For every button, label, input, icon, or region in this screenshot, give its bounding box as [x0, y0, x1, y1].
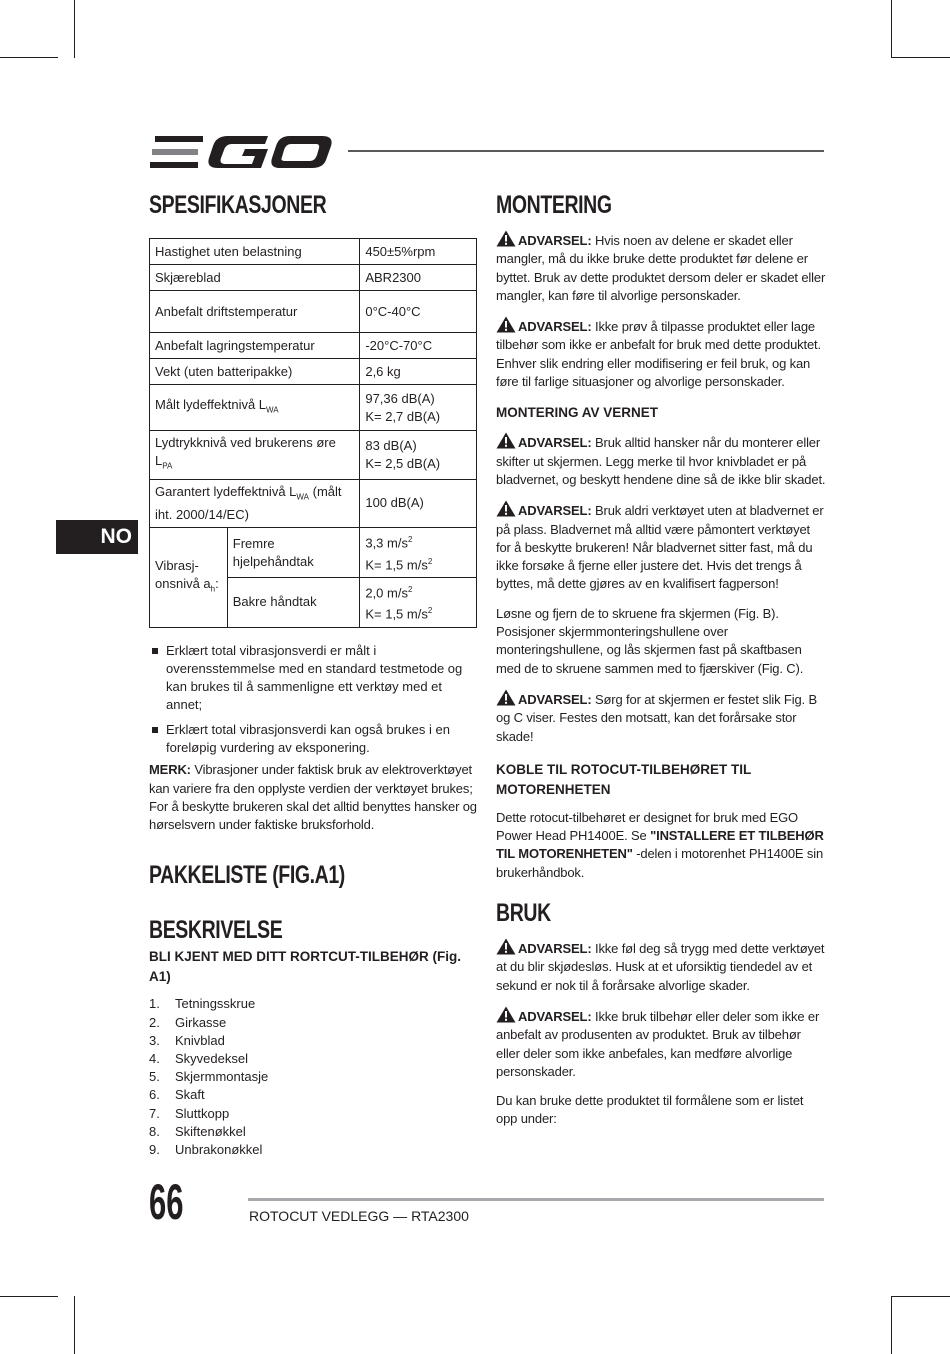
superscript: 2: [427, 556, 433, 566]
table-row: [150, 385, 477, 431]
paragraph: Du kan bruke dette produktet til formålene som er listet opp under:: [496, 1093, 804, 1127]
table-row: [150, 291, 477, 333]
warning-text: Bruk aldri verktøyet uten at bladvernet er på plass. Bladvernet må alltid være påmontert verktøyet for å beskytte brukeren! Når bladvernet sitter fast, må du ikke forsøke å fjerne eller justere det. Hvis det trengs å byttes, må dette gjøres av en kvalifisert fagperson!: [496, 503, 824, 592]
spec-value: ABR2300: [360, 265, 477, 291]
warning-paragraph: [496, 938, 826, 995]
warning-paragraph: [496, 1006, 826, 1081]
warning-paragraph: [496, 432, 826, 489]
crop-mark: [0, 1296, 58, 1297]
parts-list: [149, 995, 477, 1159]
paragraph-bold: "INSTALLERE ET TILBEHØR TIL MOTORENHETEN": [496, 828, 824, 862]
list-item: [149, 1086, 477, 1104]
spec-label: [150, 385, 360, 431]
value-line: 97,36 dB(A): [365, 390, 435, 406]
vibration-label: [150, 528, 228, 627]
warning-label: ADVARSEL:: [518, 691, 592, 707]
warning-icon: [496, 316, 516, 333]
item-name: Knivblad: [175, 1032, 225, 1048]
warning-text: Sørg for at skjermen er festet slik Fig. B og C viser. Festes den motsatt, kan det forårsake stor skade!: [496, 691, 817, 744]
superscript: 2: [427, 606, 433, 616]
table-row: [150, 239, 477, 265]
list-item: [149, 1068, 477, 1086]
item-name: Girkasse: [175, 1014, 227, 1030]
warning-label: ADVARSEL:: [518, 319, 592, 335]
list-item: Erklært total vibrasjonsverdi kan også brukes i en foreløpig vurdering av eksponering.: [149, 721, 477, 758]
value-line: K= 2,7 dB(A): [365, 408, 441, 424]
spec-label: Skjæreblad: [150, 265, 360, 291]
crop-mark: [74, 0, 75, 58]
spec-value: 0°C-40°C: [360, 291, 477, 333]
list-item: [149, 1123, 477, 1141]
item-number: 1.: [149, 996, 160, 1012]
paragraph-text: Dette rotocut-tilbehøret er designet for bruk med EGO Power Head PH1400E. Se: [496, 809, 799, 844]
crop-mark: [0, 57, 58, 58]
warning-label: ADVARSEL:: [518, 503, 592, 519]
warning-text: Ikke prøv å tilpasse produktet eller lage tilbehør som ikke er anbefalt for bruk med dette produktet. Enhver slik endring eller modifisering er feil bruk, og kan føre til farlige situasjoner og alvorlige personskader.: [496, 319, 821, 390]
connect-subtitle: KOBLE TIL ROTOCUT-TILBEHØRET TIL MOTORENHETEN: [496, 761, 751, 797]
table-row: [150, 333, 477, 359]
warning-paragraph: [496, 689, 826, 746]
item-name: Skaft: [175, 1087, 205, 1103]
value-line: K= 2,5 dB(A): [365, 455, 441, 471]
left-column: [149, 188, 477, 1159]
spec-value: 100 dB(A): [360, 479, 477, 528]
warning-label: ADVARSEL:: [518, 941, 592, 957]
label-text: (målt iht. 2000/14/EC): [155, 483, 342, 523]
label-text: Vibrasj-onsnivå a: [155, 557, 211, 591]
list-item: [149, 995, 477, 1013]
table-row: [150, 431, 477, 480]
item-name: Unbrakonøkkel: [175, 1142, 263, 1158]
crop-mark: [891, 0, 892, 58]
use-title: BRUK: [496, 899, 551, 928]
vibration-rear-label: Bakre håndtak: [227, 577, 360, 627]
label-text: Målt lydeffektnivå L: [155, 396, 267, 412]
language-tab: NO: [56, 520, 138, 554]
warning-label: ADVARSEL:: [518, 435, 592, 451]
warning-icon: [496, 1006, 516, 1023]
warning-icon: [496, 230, 516, 247]
warning-text: Hvis noen av delene er skadet eller mangler, må du ikke bruke dette produktet før delene er byttet. Bruk av dette produktet dersom deler er skadet eller mangler, kan føre til alvorlige personskader.: [496, 233, 826, 303]
warning-icon: [496, 500, 516, 517]
table-row: [150, 528, 477, 578]
crop-mark: [891, 1296, 892, 1354]
warning-paragraph: [496, 230, 826, 305]
list-item: [149, 1014, 477, 1032]
subscript: h: [210, 584, 216, 594]
list-item: [149, 1141, 477, 1159]
merk-label: MERK:: [149, 762, 191, 778]
spec-value: [360, 577, 477, 627]
spec-value: [360, 431, 477, 480]
value-line: K= 1,5 m/s: [365, 606, 428, 622]
description-subtitle: BLI KJENT MED DITT RORTCUT-TILBEHØR (Fig. A1): [149, 949, 461, 985]
ego-logo: [150, 132, 332, 172]
warning-icon: [496, 432, 516, 449]
paragraph-text: -delen i motorenhet PH1400E sin brukerhåndbok.: [496, 846, 824, 880]
warning-icon: [496, 938, 516, 955]
item-name: Skjermmontasje: [175, 1069, 269, 1085]
packing-title: PAKKELISTE (FIG.A1): [149, 861, 345, 890]
item-number: 6.: [149, 1087, 160, 1103]
vibration-front-label: Fremre hjelpehåndtak: [227, 528, 360, 578]
warning-paragraph: [496, 500, 826, 593]
spec-value: 2,6 kg: [360, 359, 477, 385]
value-line: K= 1,5 m/s: [365, 556, 428, 572]
warning-text: Bruk alltid hansker når du monterer eller skifter ut skjermen. Legg merke til hvor knivbladet er på bladvernet, og beskytt hendene dine så de ikke blir skadet.: [496, 435, 826, 487]
spec-value: [360, 528, 477, 578]
spec-label: [150, 431, 360, 480]
subscript: PA: [162, 461, 173, 471]
footer-rule: [248, 1198, 824, 1201]
subscript: WA: [296, 492, 309, 502]
superscript: 2: [407, 584, 413, 594]
label-text: :: [215, 575, 219, 591]
header-rule: [348, 150, 824, 152]
item-number: 9.: [149, 1142, 160, 1158]
list-item: Erklært total vibrasjonsverdi er målt i overensstemmelse med en standard testmetode og kan brukes til å sammenligne ett verktøy med et annet;: [149, 642, 477, 715]
list-item: [149, 1105, 477, 1123]
item-number: 4.: [149, 1051, 160, 1067]
right-column: [496, 188, 826, 1129]
merk-paragraph: [149, 761, 477, 834]
spec-title: SPESIFIKASJONER: [149, 191, 327, 219]
value-line: 2,0 m/s: [365, 585, 408, 601]
notes-list: [149, 642, 477, 758]
item-number: 8.: [149, 1123, 160, 1139]
warning-text: Ikke føl deg så trygg med dette verktøyet at du blir skjødesløs. Husk at et uforsiktig tiendedel av et sekund er nok til å forårsake alvorlige skader.: [496, 941, 825, 993]
subscript: WA: [266, 405, 279, 415]
list-item: [149, 1032, 477, 1050]
item-number: 7.: [149, 1105, 160, 1121]
spec-label: Hastighet uten belastning: [150, 239, 360, 265]
warning-paragraph: [496, 316, 826, 391]
warning-label: ADVARSEL:: [518, 233, 592, 248]
merk-text: Vibrasjoner under faktisk bruk av elektroverktøyet kan variere fra den opplyste verdien der verktøyet brukes; For å beskytte brukeren skal det alltid benyttes hansker og hørselsvern under faktiske bruksforhold.: [149, 762, 477, 833]
table-row: [150, 265, 477, 291]
spec-table: [149, 238, 477, 628]
list-item: [149, 1050, 477, 1068]
warning-text: Ikke bruk tilbehør eller deler som ikke er anbefalt av produsenten av produktet. Bruk av tilbehør eller deler som ikke anbefales, kan medføre alvorlige personskader.: [496, 1008, 820, 1079]
mounting-title: MONTERING: [496, 191, 612, 219]
spec-label: Anbefalt lagringstemperatur: [150, 333, 360, 359]
item-name: Skiftenøkkel: [175, 1123, 246, 1139]
warning-label: ADVARSEL:: [518, 1008, 592, 1024]
label-text: Lydtrykknivå ved brukerens øre L: [155, 435, 336, 468]
spec-value: 450±5%rpm: [360, 239, 477, 265]
value-line: 3,3 m/s: [365, 535, 408, 551]
value-line: 83 dB(A): [365, 437, 417, 453]
item-number: 2.: [149, 1014, 160, 1030]
paragraph: Løsne og fjern de to skruene fra skjermen (Fig. B). Posisjoner skjermmonteringshullene over monteringshullene, og lås skjermen fast på skaftbasen med de to skruene sammen med to fjærskiver (Fig. C).: [496, 605, 804, 676]
item-name: Sluttkopp: [175, 1105, 230, 1121]
superscript: 2: [407, 535, 413, 545]
spec-label: Anbefalt driftstemperatur: [150, 291, 360, 333]
spec-value: -20°C-70°C: [360, 333, 477, 359]
spec-label: Vekt (uten batteripakke): [150, 359, 360, 385]
crop-mark: [892, 57, 950, 58]
table-row: [150, 359, 477, 385]
label-text: Garantert lydeffektnivå L: [155, 483, 297, 499]
item-number: 3.: [149, 1032, 160, 1048]
page-number: 66: [149, 1174, 184, 1230]
guard-subtitle: MONTERING AV VERNET: [496, 405, 659, 421]
spec-value: [360, 385, 477, 431]
spec-label: [150, 479, 360, 528]
crop-mark: [892, 1296, 950, 1297]
crop-mark: [74, 1296, 75, 1354]
item-name: Tetningsskrue: [175, 996, 256, 1012]
table-row: [150, 479, 477, 528]
description-title: BESKRIVELSE: [149, 916, 283, 945]
item-name: Skyvedeksel: [175, 1051, 248, 1067]
warning-icon: [496, 689, 516, 706]
paragraph: [496, 809, 826, 882]
footer-text: ROTOCUT VEDLEGG — RTA2300: [249, 1208, 469, 1224]
item-number: 5.: [149, 1069, 160, 1085]
